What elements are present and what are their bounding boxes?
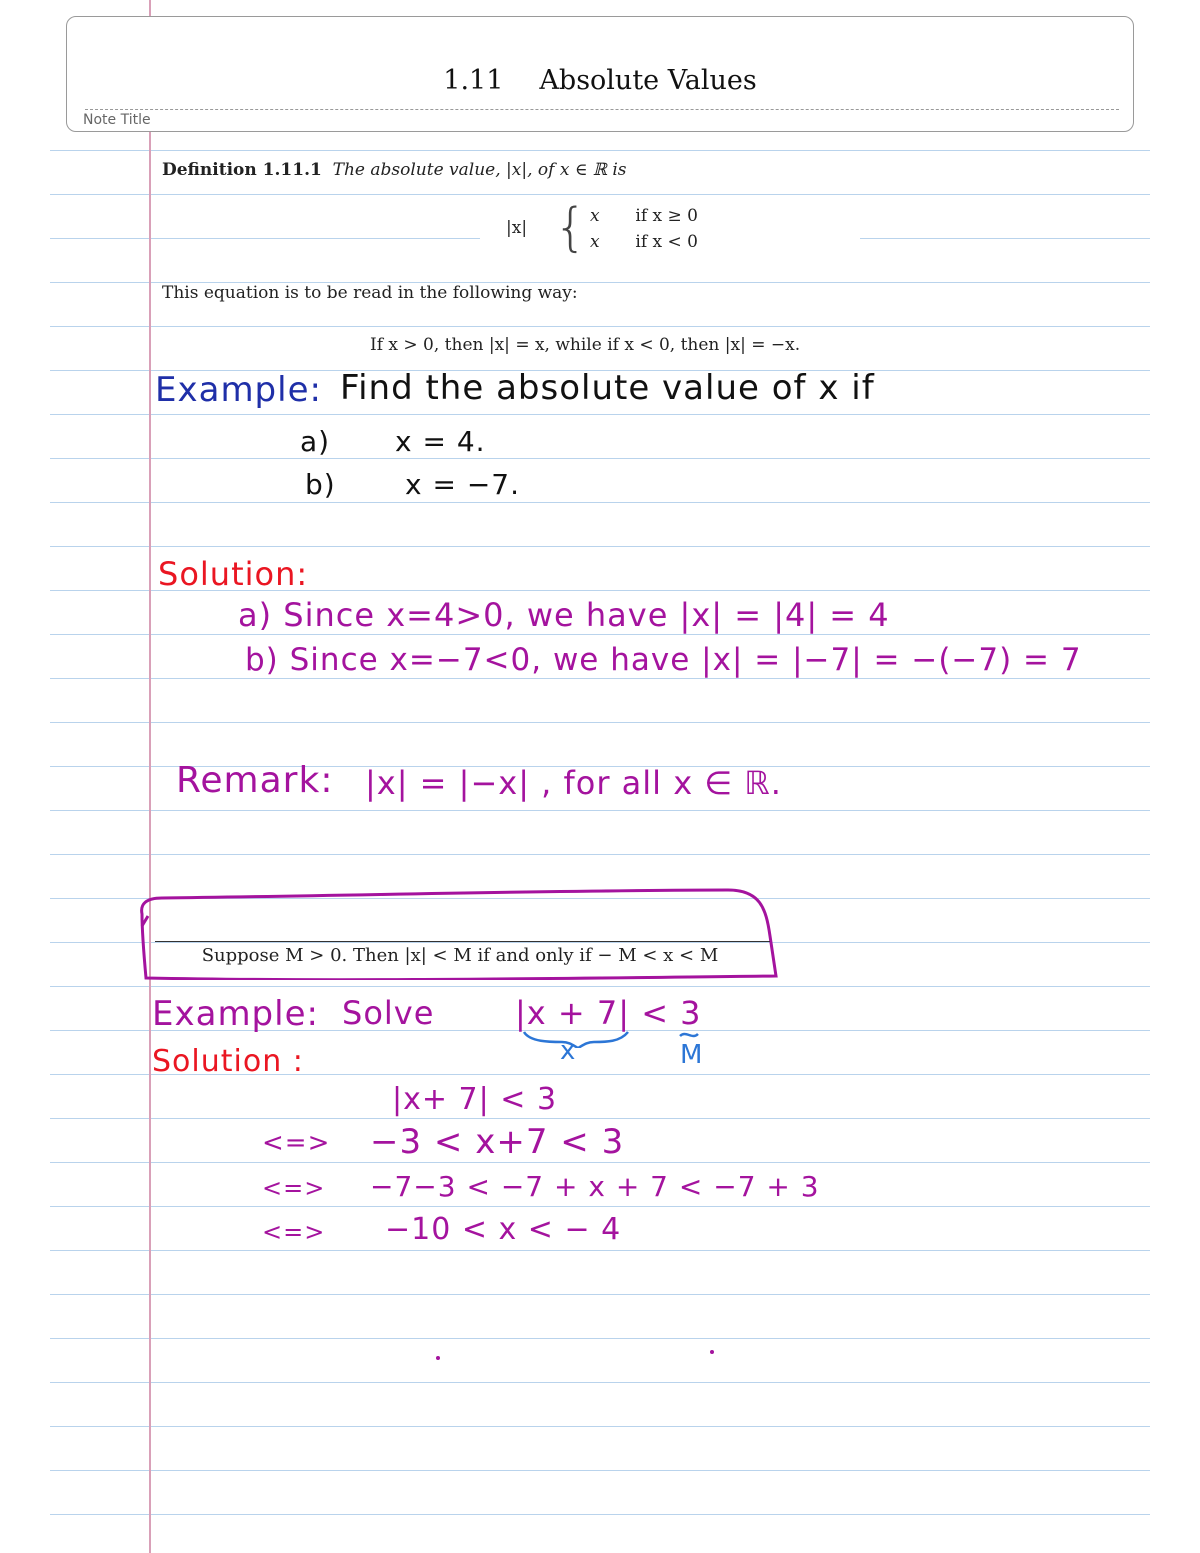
solution-line-a: a) Since x=4>0, we have |x| = |4| = 4 [238,596,890,634]
example2-prompt: Solve [342,994,435,1032]
if-statement: If x > 0, then |x| = x, while if x < 0, then |x| = −x. [370,335,870,363]
case-value: x [590,232,600,252]
part-a-label: a) [300,425,331,458]
definition-label: Definition 1.11.1 [162,160,322,180]
note-title-label: Note Title [83,112,151,128]
example-prompt: Find the absolute value of x if [340,368,875,408]
theorem-text: Suppose M > 0. Then |x| < M if and only if − M < x < M [201,945,719,966]
case-row [590,232,698,252]
reading-note: This equation is to be read in the following way: [162,283,862,311]
remark-text: |x| = |−x| , for all x ∈ ℝ. [365,764,782,802]
piecewise-lhs: |x| [506,218,528,238]
part-b-label: b) [305,468,336,501]
case-value: x [590,206,600,226]
piecewise-definition [480,200,860,264]
case-row [590,206,698,226]
definition-text: The absolute value, |x|, of x ∈ ℝ is [332,160,627,180]
part-b-value: x = −7. [405,468,521,501]
theorem-divider [155,941,770,942]
stray-ink-dot [436,1356,440,1360]
solution2-heading: Solution : [152,1044,304,1079]
left-brace: { [554,198,588,258]
step2-arrow: <=> [262,1174,326,1202]
case-condition: if x ≥ 0 [635,206,698,226]
page-title [67,65,1133,96]
step1-arrow: <=> [262,1128,331,1158]
example-heading: Example: [155,370,322,410]
solution2-step0: |x+ 7| < 3 [392,1082,558,1117]
solution2-step3: −10 < x < − 4 [385,1212,622,1247]
section-number: 1.11 [443,65,504,96]
example2-inequality: |x + 7| < 3 [515,994,702,1032]
title-box [66,16,1134,132]
annotation-x: x [560,1036,577,1066]
example2-heading: Example: [152,994,319,1034]
title-divider [85,109,1119,110]
case-condition: if x < 0 [635,232,698,252]
solution-line-b: b) Since x=−7<0, we have |x| = |−7| = −(−7) = 7 [245,642,1082,678]
solution2-step2: −7−3 < −7 + x + 7 < −7 + 3 [370,1170,820,1203]
step3-arrow: <=> [262,1218,326,1246]
part-a-value: x = 4. [395,425,486,458]
section-title: Absolute Values [539,65,757,96]
margin-line [149,0,151,1553]
stray-ink-dot [710,1350,714,1354]
definition-line [162,160,862,188]
solution2-step1: −3 < x+7 < 3 [370,1122,625,1162]
solution-heading: Solution: [158,555,309,593]
annotation-m: M [680,1040,704,1070]
remark-heading: Remark: [176,760,334,801]
